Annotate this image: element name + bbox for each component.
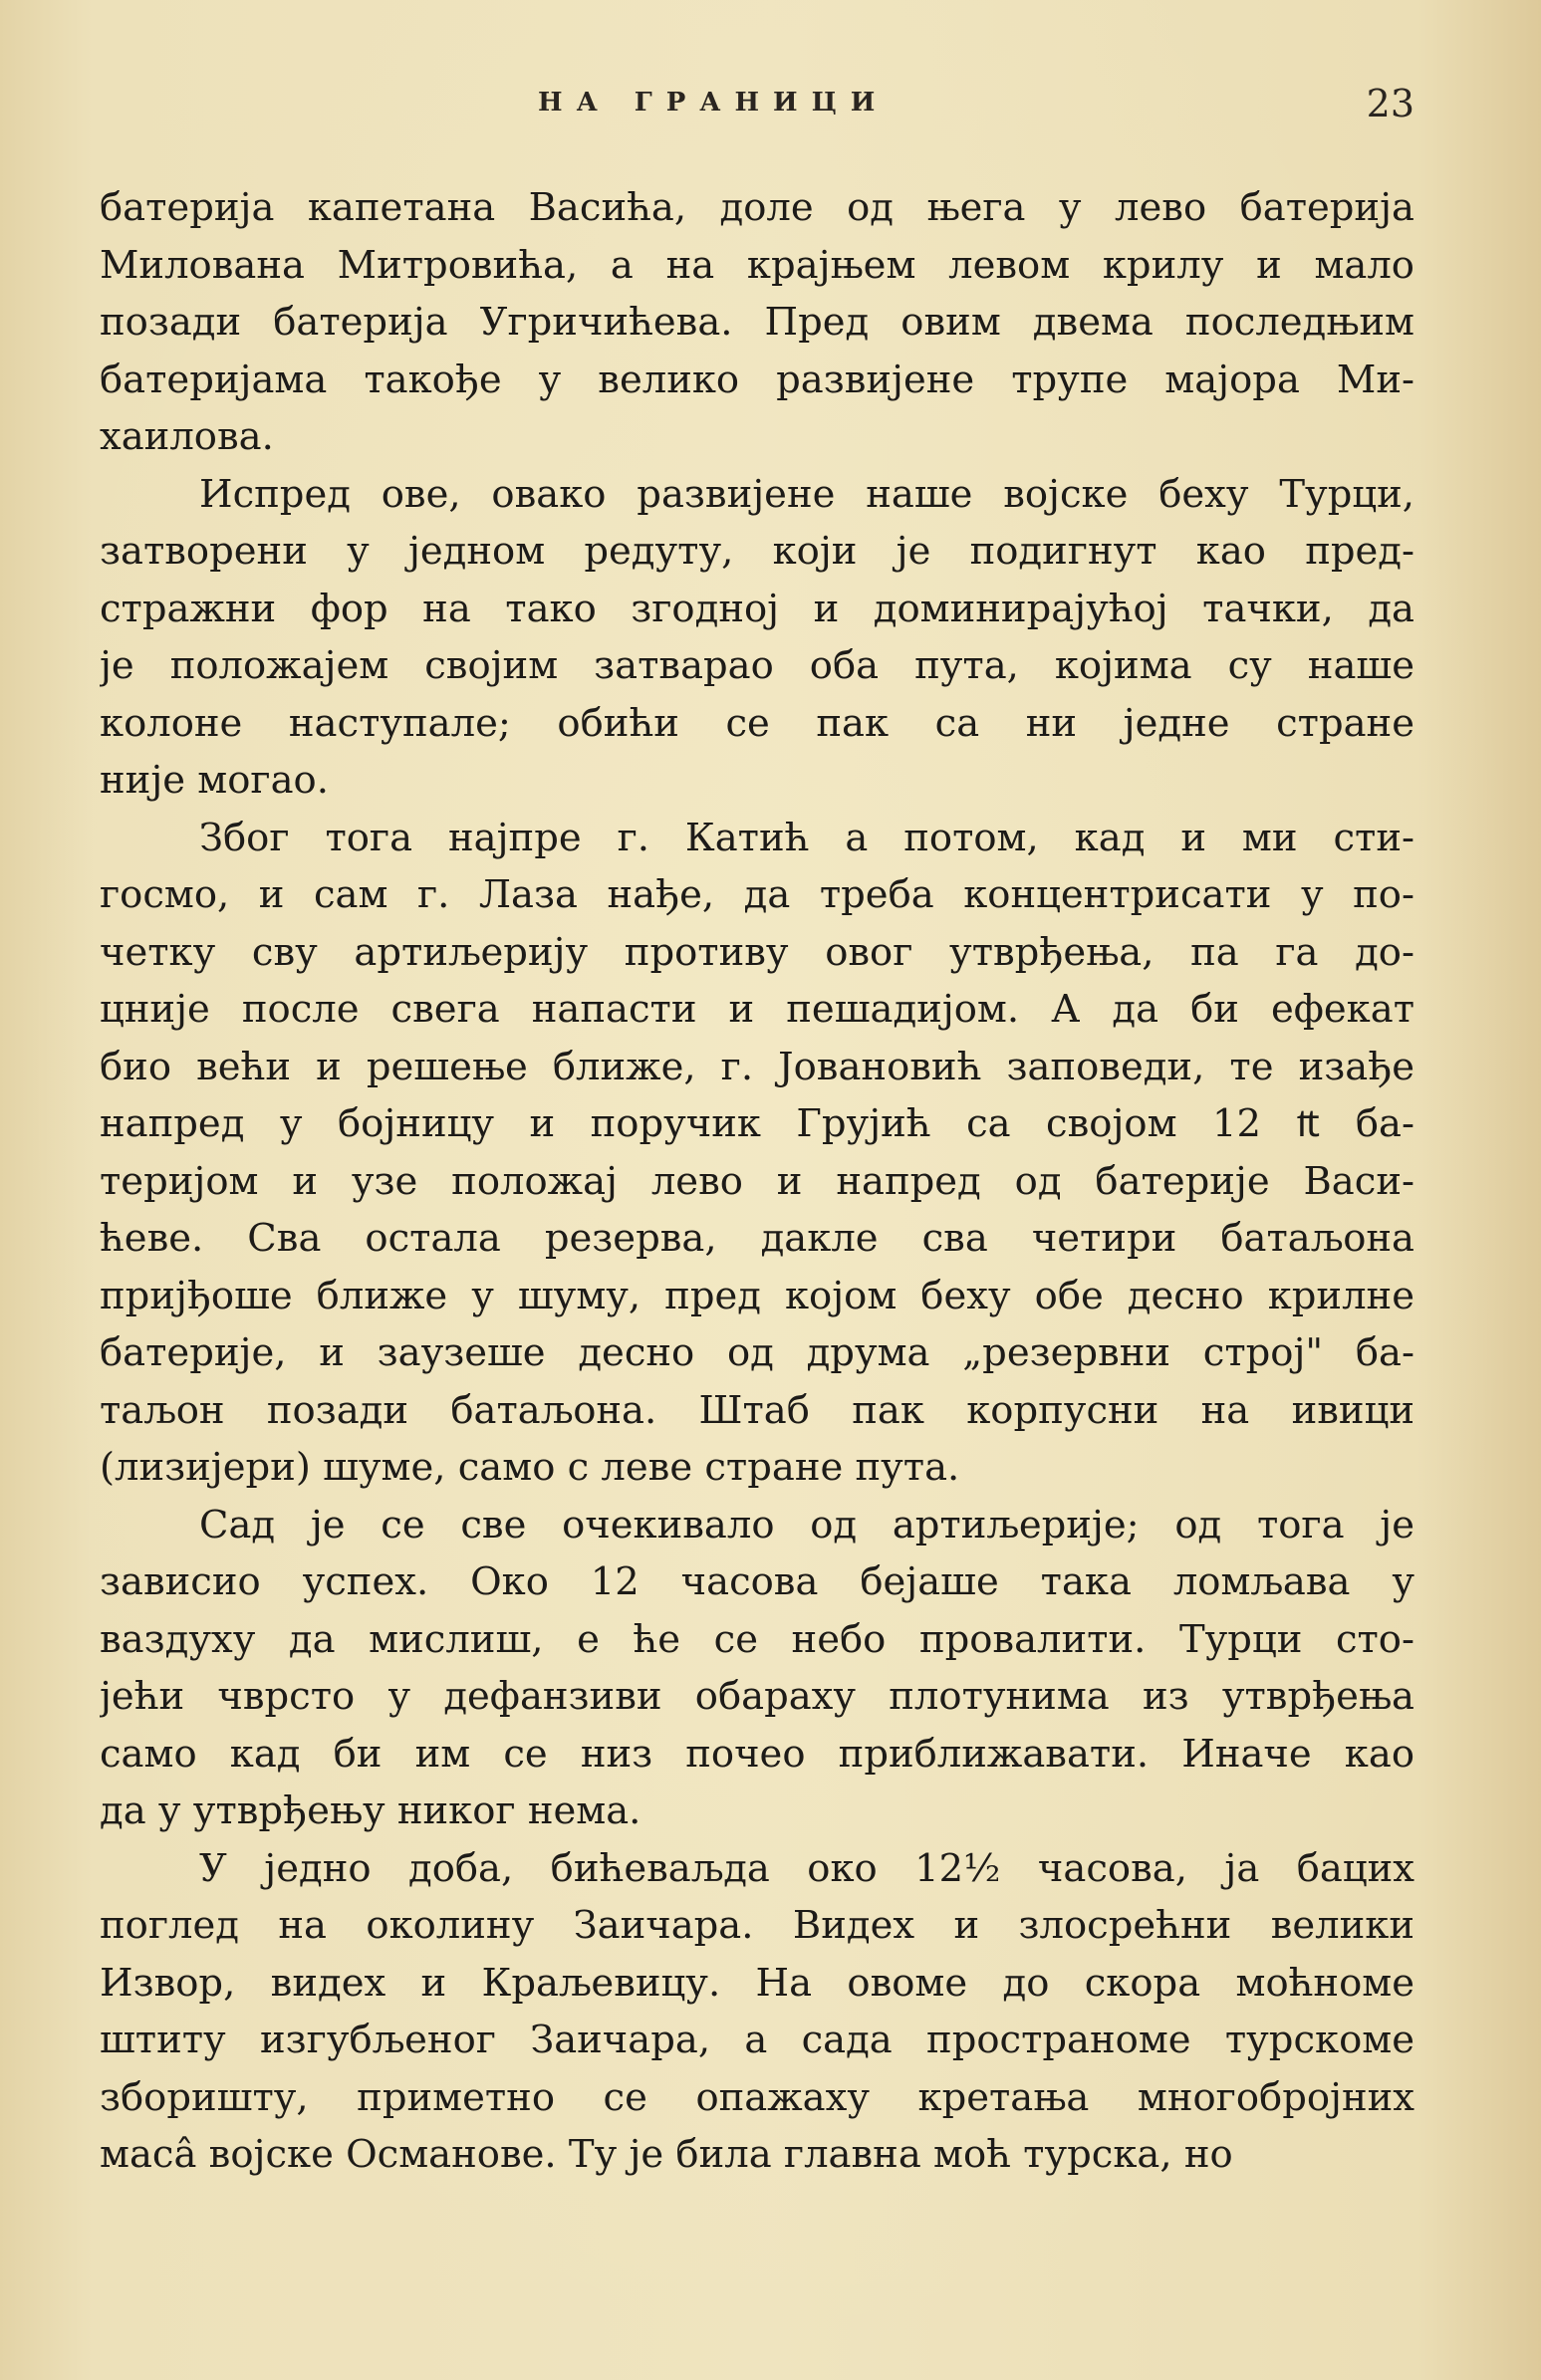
text-line: теријом и узе положај лево и напред од батерије Васи-: [100, 1158, 1414, 1204]
page-number: 23: [1366, 82, 1414, 125]
text-line: четку сву артиљерију противу овог утврђења, па га до-: [100, 929, 1414, 975]
text-line: напред у бојницу и поручик Грујић са својом 12 ₶ ба-: [100, 1101, 1414, 1146]
paragraph: [100, 179, 1414, 466]
text-line: колоне наступале; обићи се пак са ни једне стране: [100, 700, 1414, 746]
text-line: госмо, и сам г. Лаза нађе, да треба концентрисати у по-: [100, 872, 1414, 917]
text-line: У једно доба, бићеваљда око 12½ часова, ја бацих: [199, 1845, 1414, 1891]
text-line: поглед на околину Заичара. Видех и злосрећни велики: [100, 1903, 1414, 1948]
text-line: зборишту, приметно се опажаху кретања многобројних: [100, 2074, 1414, 2120]
paragraph: [100, 466, 1414, 810]
body-text: [100, 179, 1414, 2184]
paragraph: [100, 810, 1414, 1497]
text-line: стражни фор на тако згодној и доминирајућој тачки, да: [100, 586, 1414, 631]
text-line: батерија капетана Васића, доле од њега у лево батерија: [100, 185, 1414, 230]
running-head: НА ГРАНИЦИ: [538, 88, 890, 118]
text-line: ваздуху да мислиш, е ће се небо провалити. Турци сто-: [100, 1616, 1414, 1662]
text-line: Извор, видех и Краљевицу. На овоме до скора моћноме: [100, 1960, 1414, 2006]
text-line: батеријама такође у велико развијене трупе мајора Ми-: [100, 357, 1414, 402]
text-line: није могао.: [100, 758, 329, 803]
text-line: да у утврђењу никог нема.: [100, 1788, 642, 1833]
text-line: масâ војске Османове. Ту је била главна моћ турска, но: [100, 2132, 1233, 2177]
text-line: ћеве. Сва остала резерва, дакле сва четири батаљона: [100, 1216, 1414, 1261]
text-line: (лизијери) шуме, само с леве стране пута.: [100, 1445, 960, 1490]
text-line: затворени у једном редуту, који је подигнут као пред-: [100, 529, 1414, 574]
text-line: хаилова.: [100, 414, 274, 459]
text-line: Милована Митровића, а на крајњем левом крилу и мало: [100, 242, 1414, 288]
text-line: био већи и решење ближе, г. Јовановић заповеди, те изађе: [100, 1044, 1414, 1089]
text-line: јећи чврсто у дефанзиви обараху плотунима из утврђења: [100, 1674, 1414, 1719]
text-line: штиту изгубљеног Заичара, а сада пространоме турскоме: [100, 2018, 1414, 2062]
text-line: таљон позади батаљона. Штаб пак корпусни на ивици: [100, 1387, 1414, 1433]
paragraph: [100, 1840, 1414, 2184]
paragraph: [100, 1497, 1414, 1840]
text-line: пријђоше ближе у шуму, пред којом беху обе десно крилне: [100, 1273, 1414, 1318]
text-line: Испред ове, овако развијене наше војске беху Турци,: [199, 471, 1414, 517]
text-line: Сад је се све очекивало од артиљерије; од тога је: [199, 1502, 1414, 1547]
text-line: цније после свега напасти и пешадијом. А да би ефекат: [100, 987, 1414, 1032]
text-line: само кад би им се низ почео приближавати. Иначе као: [100, 1731, 1414, 1777]
text-line: позади батерија Угричићева. Пред овим двема последњим: [100, 300, 1414, 345]
text-line: зависио успех. Око 12 часова бејаше така ломљава у: [100, 1559, 1414, 1604]
text-line: батерије, и заузеше десно од друма „резервни строј" ба-: [100, 1330, 1414, 1375]
page-header: [100, 82, 1414, 127]
text-line: Због тога најпре г. Катић а потом, кад и ми сти-: [199, 815, 1414, 860]
text-line: је положајем својим затварао оба пута, којима су наше: [100, 643, 1414, 688]
